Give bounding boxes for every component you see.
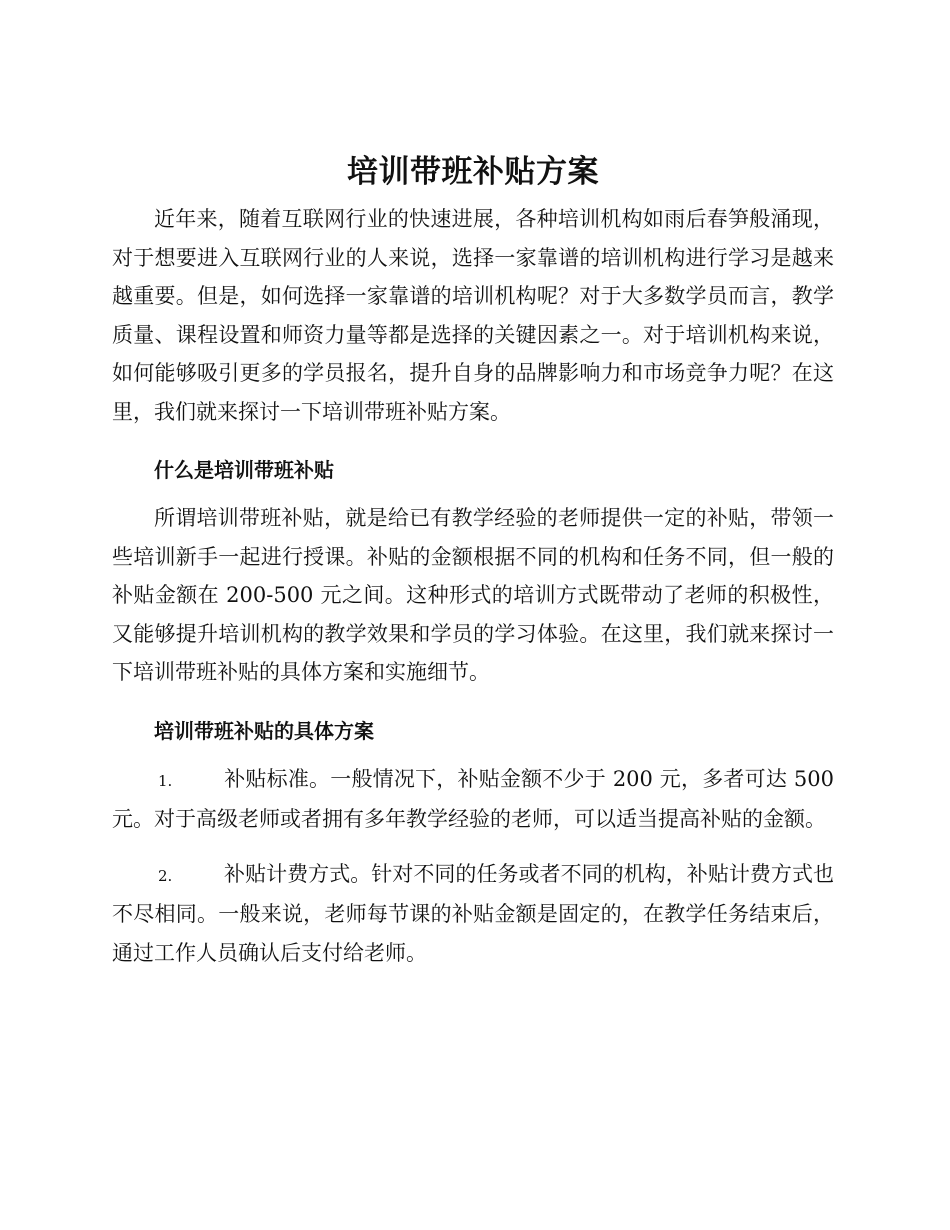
list-item xyxy=(112,760,834,839)
document-title: 培训带班补贴方案 xyxy=(347,154,599,190)
section-paragraph-what-is: 所谓培训带班补贴，就是给已有教学经验的老师提供一定的补贴，带领一些培训新手一起进行授课。补贴的金额根据不同的机构和任务不同，但一般的补贴金额在 200-500 元之间。这种形式的培训方式既带动了老师的积极性，又能够提升培训机构的教学效果和学员的学习体验。在这里，我们就来探讨一下培训带班补贴的具体方案和实施细节。 xyxy=(112,506,834,684)
list-item xyxy=(112,855,834,973)
list-item-text: 补贴计费方式。针对不同的任务或者不同的机构，补贴计费方式也不尽相同。一般来说，老师每节课的补贴金额是固定的，在教学任务结束后，通过工作人员确认后支付给老师。 xyxy=(112,861,834,965)
intro-paragraph: 近年来，随着互联网行业的快速进展，各种培训机构如雨后春笋般涌现，对于想要进入互联网行业的人来说，选择一家靠谱的培训机构进行学习是越来越重要。但是，如何选择一家靠谱的培训机构呢？对于大多数学员而言，教学质量、课程设置和师资力量等都是选择的关键因素之一。对于培训机构来说，如何能够吸引更多的学员报名，提升自身的品牌影响力和市场竞争力呢？在这里，我们就来探讨一下培训带班补贴方案。 xyxy=(112,207,834,424)
list-item-number: 2. xyxy=(158,866,173,885)
list-item-number: 1. xyxy=(158,771,173,790)
section-heading-plan: 培训带班补贴的具体方案 xyxy=(154,718,374,743)
list-item-text: 补贴标准。一般情况下，补贴金额不少于 200 元，多者可达 500 元。对于高级老师或者拥有多年教学经验的老师，可以适当提高补贴的金额。 xyxy=(112,766,834,831)
section-heading-what-is: 什么是培训带班补贴 xyxy=(154,458,334,482)
document-page xyxy=(112,148,834,972)
